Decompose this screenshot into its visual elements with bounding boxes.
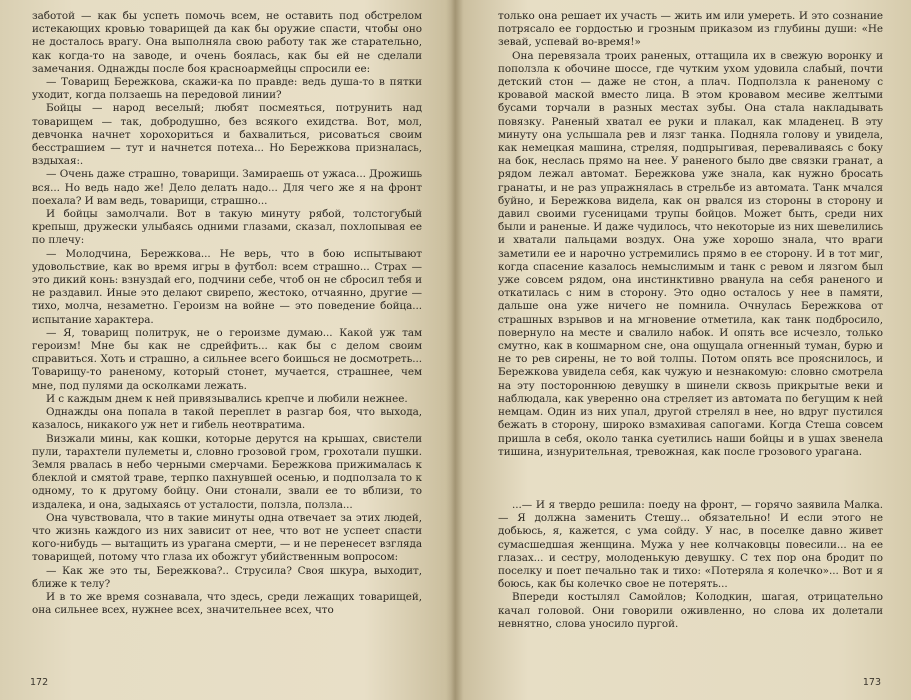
paragraph: И с каждым днем к ней привязывались крепче и любили нежнее. [46, 392, 408, 405]
page-number: 172 [30, 677, 49, 688]
paragraph: Она чувствовала, что в такие минуты одна отвечает за этих людей, что жизнь каждого из них зависит от нее, что вот не успеет спасти кого-нибудь — вытащить из урагана смерти, — и не перенесет взгляда товарищей, потому что глаза их обожгут убийственным вопросом: [32, 511, 422, 564]
paragraph: — Молодчина, Бережкова... Не верь, что в бою испытывают удовольствие, как во время игры в футбол: всем страшно... Страх — это дикий конь: взнуздай его, подчини себе, чтоб он не сбросил тебя и не раздавил. Иные это делают свирепо, жестоко, отчаянно, другие — тихо, молча, незаметно. Героизм на войне — это поведение бойца... испытание характера. [32, 247, 422, 326]
section-break [498, 459, 883, 499]
paragraph: только она решает их участь — жить им или умереть. И это сознание потрясало ее гордостью и грозным приказом из глубины души: «Не зевай, успевай во-время!» [498, 10, 883, 49]
paragraph: — Товарищ Бережкова, скажи-ка по правде: ведь душа-то в пятки уходит, когда ползаешь на передовой линии? [32, 76, 422, 102]
paragraph: заботой — как бы успеть помочь всем, не оставить под обстрелом истекающих кровью товарищей да как бы оружие спасти, чтобы оно не досталось врагу. Она выполняла свою работу так же старательно, как когда-то на заводе, и очень боялась, как бы ей не сделали замечания. Однажды после боя красноармейцы спросили ее: [32, 10, 422, 75]
paragraph: Бойцы — народ веселый; любят посмеяться, потрунить над товарищем — так, добродушно, без всякого ехидства. Вот, мол, девчонка начнет хорохориться и бахвалиться, рисоваться своим бесстрашием — тут и начнется потеха... Но Бережкова призналась, вздыхая:. [32, 102, 422, 168]
paragraph: Визжали мины, как кошки, которые дерутся на крышах, свистели пули, тарахтели пулеметы и, словно грозовой гром, грохотали пушки. Земля рвалась в небо черными смерчами. Бережкова прижималась к блеклой и смятой траве, терпко пахнувшей осенью, и подползала то к одному, то к другому бойцу. Они стонали, звали ее то вблизи, то издалека, и она, задыхаясь от усталости, ползла, ползла... [32, 432, 422, 511]
paragraph: — Очень даже страшно, товарищи. Замираешь от ужаса... Дрожишь вся... Но ведь надо же! Дело делать надо... Для чего же я на фронт поехала? И вам ведь, товарищи, страшно... [32, 168, 422, 207]
paragraph: — Как же это ты, Бережкова?.. Струсила? Своя шкура, выходит, ближе к телу? [32, 564, 422, 590]
paragraph: ...— И я твердо решила: поеду на фронт, — горячо заявила Малка. — Я должна заменить Стешу... обязательно! И если этого не добьюсь, я, кажется, с ума сойду. У нас, в поселке давно живет сумасшедшая женщина. Мужа у нее колчаковцы повесили... на ее глазах... и сестру, молоденькую девушку. С тех пор она бродит по поселку и поет печально так и тихо: «Потерялa я колечко»... Вот и я боюсь, как бы колечко свое не потерять... [498, 498, 883, 591]
paragraph: — Я, товарищ политрук, не о героизме думаю... Какой уж там героизм! Мне бы как не сдрейфить... как бы с делом своим справиться. Хоть и страшно, а сильнее всего боишься не досмотреть... Товарищу-то раненому, который стонет, мучается, страшнее, чем мне, под пулями да осколками лежать. [32, 326, 422, 392]
paragraph: И в то же время сознавала, что здесь, среди лежащих товарищей, она сильнее всех, нужнее всех, значительнее всех, что [32, 590, 422, 617]
right-page [458, 0, 911, 700]
paragraph: Впереди костылял Самойлов; Колодкин, шагая, отрицательно качал головой. Они говорили оживленно, но слова их долетали невнятно, слова уносило пургой. [498, 591, 883, 630]
left-page [0, 0, 452, 700]
page-number: 173 [862, 677, 881, 688]
paragraph: И бойцы замолчали. Вот в такую минуту рябой, толстогубый крепыш, дружески улыбаясь одними глазами, сказал, похлопывая ее по плечу: [32, 208, 422, 247]
paragraph: Она перевязала троих раненых, оттащила их в свежую воронку и поползла к обочине шоссе, где чутким ухом удовила слабый, почти детский стон — даже не стон, а плач. Подползла к раненому с кровавой маской вместо лица. В этом кровавом месиве желтыми бусами торчали в разных местах зубы. Она стала накладывать повязку. Раненый хватал ее руки и плакал, как младенец. В эту минуту она услышала рев и лязг танка. Подняла голову и увидела, как немецкая машина, стреляя, подпрыгивая, переваливаясь с боку на бок, неслась прямо на нее. У раненого было две связки гранат, а рядом лежал автомат. Бережкова уже знала, как нужно бросать гранаты, и не раз упражнялась в стрельбе из автомата. Танк мчался буйно, и Бережкова видела, как он рвался из стороны в сторону и давил своими гусеницами трупы бойцов. Может быть, среди них были и раненые. И даже чудилось, что некоторые из них шевелились и хватали пальцами воздух. Она уже хорошо знала, что враги заметили ее и нарочно устремились прямо в ее сторону. И в тот миг, когда спасение казалось немыслимым и танк с ревом и лязгом был уже совсем рядом, она инстинктивно рванула на себя раненого и откатилась с ним в сторону. Это одно осталось у нее в памяти, дальше она уже ничего не помнила. Очнулась Бережкова от страшных взрывов и на мгновение отметила, как танк подбросило, повернуло на месте и свалило набок. И опять все исчезло, только смутно, как в кошмарном сне, она ощущала огненный туман, бурю и не то рев сирены, не то вой толпы. Потом опять все прояснилось, и Бережкова увидела себя, как чужую и незнакомую: словно смотрела на эту постороннюю девушку в шинели сквозь прикрытые веки и наблюдала, как уверенно она стреляет из автомата по бегущим к ней немцам. Один из них упал, другой стрелял в нее, но вдруг пустился бежать в сторону, широко взмахивая сапогами. Когда Стеша совсем пришла в себя, около танка суетились наши бойцы и в ушах звенела тишина, изнурительная, тревожная, как после грозового урагана. [498, 49, 883, 458]
paragraph: Однажды она попала в такой переплет в разгар боя, что выхода, казалось, никакого уж нет и гибель неотвратима. [32, 406, 422, 432]
